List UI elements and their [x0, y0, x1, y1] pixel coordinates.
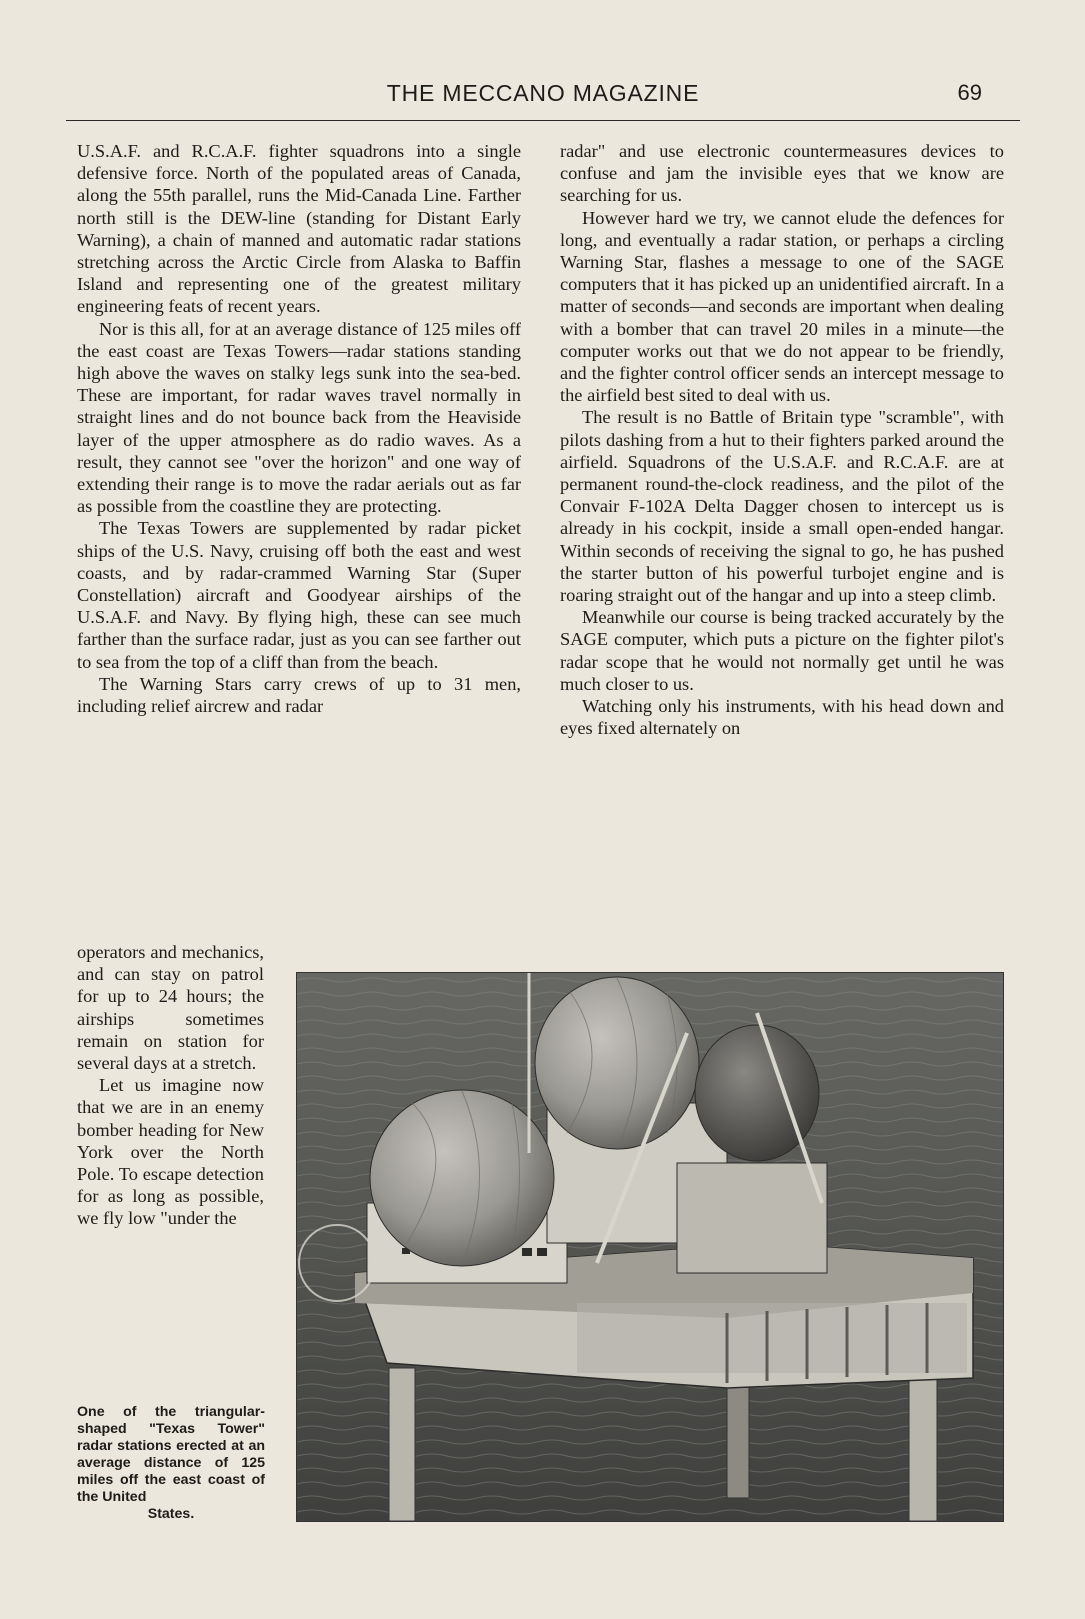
tower-leg — [389, 1368, 415, 1521]
paragraph: radar" and use electronic countermeasures devices to confuse and jam the invisible eyes that we know are searching for us. — [560, 141, 1004, 206]
paragraph: operators and mechanics, and can stay on patrol for up to 24 hours; the airships sometimes remain on station for several days at a stretch. — [77, 942, 264, 1074]
radar-dome — [370, 1090, 554, 1266]
magazine-title: THE MECCANO MAGAZINE — [386, 80, 700, 106]
tower-leg — [727, 1378, 749, 1498]
narrow-column — [77, 941, 264, 1230]
texas-tower-illustration — [297, 973, 1003, 1521]
paragraph: Nor is this all, for at an average distance of 125 miles off the east coast are Texas Towers—radar stations standing high above the waves on stalky legs sunk into the sea-bed. These are important, for radar waves travel normally in straight lines and do not bounce back from the Heaviside layer of the upper atmosphere as do radio waves. As a result, they cannot see "over the horizon" and one way of extending their range is to move the radar aerials out as far as possible from the coastline they are protecting. — [77, 318, 521, 517]
caption-text-end: States. — [147, 1506, 195, 1522]
photo-caption — [77, 1404, 265, 1523]
paragraph: Watching only his instruments, with his head down and eyes fixed alternately on — [560, 696, 1004, 739]
paragraph: The Warning Stars carry crews of up to 31 men, including relief aircrew and radar — [77, 673, 521, 717]
platform-side — [577, 1303, 967, 1373]
left-column — [77, 140, 521, 717]
paragraph: Meanwhile our course is being tracked accurately by the SAGE computer, which puts a picture on the fighter pilot's radar scope that he would not normally get until he was much closer to us. — [560, 607, 1004, 694]
texas-tower-photo — [296, 972, 1004, 1522]
paragraph: The result is no Battle of Britain type "scramble", with pilots dashing from a hut to their fighters parked around the airfield. Squadrons of the U.S.A.F. and R.C.A.F. are at permanent round-the-clock readiness, and the pilot of the Convair F-102A Delta Dagger chosen to intercept us is already in his cockpit, inside a small open-ended hangar. Within seconds of receiving the signal to go, he has pushed the starter button of his powerful turbojet engine and is roaring straight out of the hangar and up into a steep climb. — [560, 407, 1004, 606]
paragraph: The Texas Towers are supplemented by radar picket ships of the U.S. Navy, cruising off both the east and west coasts, and by radar-crammed Warning Star (Super Constellation) aircraft and Goodyear airships of the U.S.A.F. and Navy. By flying high, these can see much farther than the surface radar, just as you can see farther out to sea from the top of a cliff than from the beach. — [77, 518, 521, 672]
building — [677, 1163, 827, 1273]
tower-leg — [909, 1373, 937, 1521]
page-number: 69 — [957, 80, 982, 105]
paragraph: U.S.A.F. and R.C.A.F. fighter squadrons into a single defensive force. North of the populated areas of Canada, along the 55th parallel, runs the Mid-Canada Line. Farther north still is the DEW-line (standing for Distant Early Warning), a chain of manned and automatic radar stations stretching across the Arctic Circle from Alaska to Baffin Island and representing one of the greatest military engineering feats of recent years. — [77, 141, 521, 317]
paragraph: Let us imagine now that we are in an enemy bomber heading for New York over the North Pole. To escape detection for as long as possible, we fly low "under the — [77, 1075, 264, 1229]
caption-text: One of the triangular-shaped "Texas Tower" radar stations erected at an average distance of 125 miles off the east coast of the United — [77, 1404, 265, 1505]
page-header — [66, 80, 1020, 121]
right-column — [560, 140, 1004, 739]
paragraph: However hard we try, we cannot elude the defences for long, and eventually a radar station, or perhaps a circling Warning Star, flashes a message to one of the SAGE computers that it has picked up an unidentified aircraft. In a matter of seconds—and seconds are important when dealing with a bomber that can travel 20 miles in a minute—the computer works out that we do not appear to be friendly, and the fighter control officer sends an intercept message to the airfield best sited to deal with us. — [560, 207, 1004, 406]
